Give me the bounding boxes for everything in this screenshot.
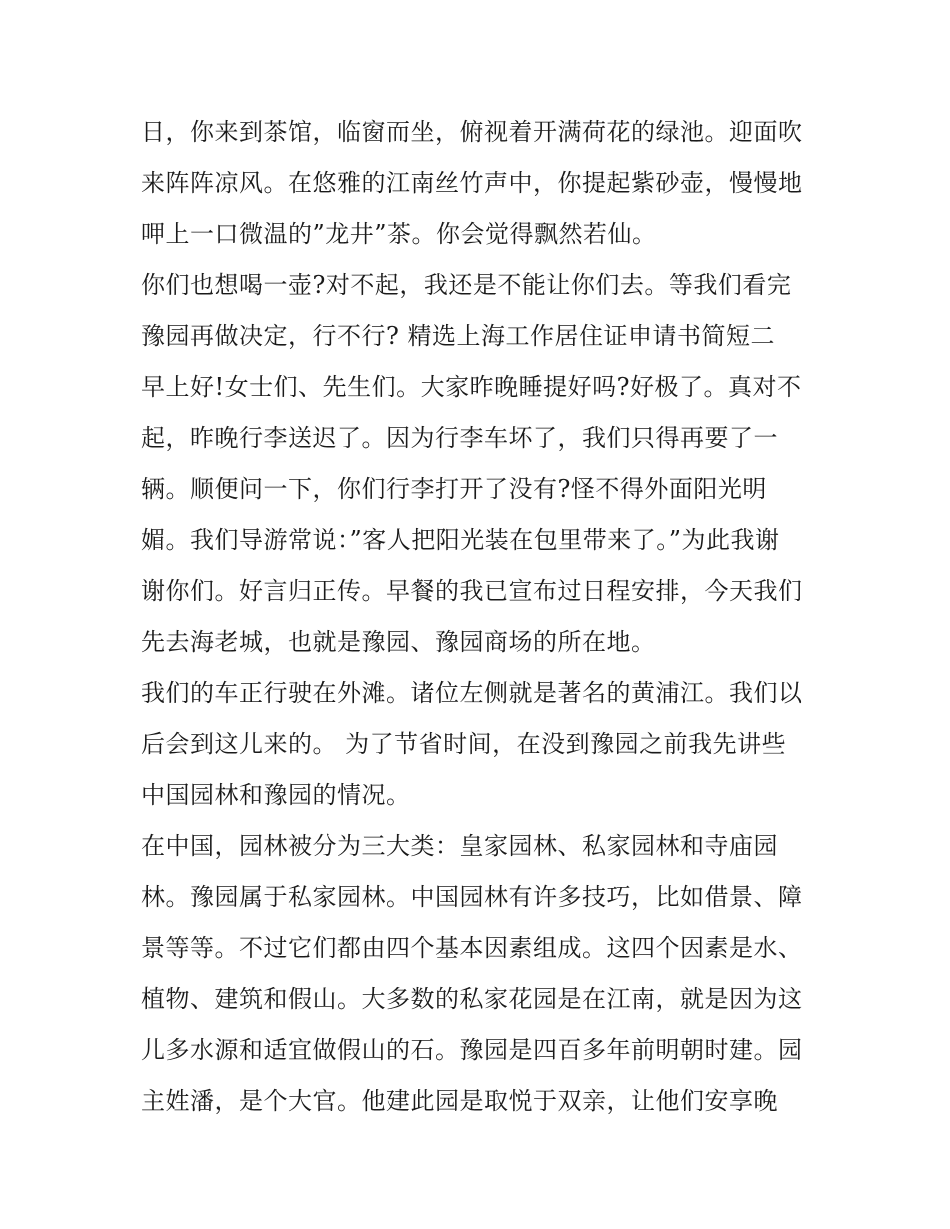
text-line: 我们的车正行驶在外滩。诸位左侧就是著名的黄浦江。我们以 — [141, 679, 803, 707]
text-line: 豫园再做决定，行不行? 精选上海工作居住证申请书简短二 — [141, 322, 775, 350]
text-line: 林。豫园属于私家园林。中国园林有许多技巧，比如借景、障 — [141, 883, 803, 911]
text-line: 谢你们。好言归正传。早餐的我已宣布过日程安排，今天我们 — [141, 577, 803, 605]
text-line: 你们也想喝一壶?对不起，我还是不能让你们去。等我们看完 — [141, 271, 792, 299]
text-line: 来阵阵凉风。在悠雅的江南丝竹声中，你提起紫砂壶，慢慢地 — [141, 169, 803, 197]
text-line: 日，你来到茶馆，临窗而坐，俯视着开满荷花的绿池。迎面吹 — [141, 118, 803, 146]
text-line: 辆。顺便问一下，你们行李打开了没有?怪不得外面阳光明 — [141, 475, 767, 503]
text-line: 早上好!女士们、先生们。大家昨晚睡提好吗?好极了。真对不 — [141, 373, 802, 401]
text-line: 儿多水源和适宜做假山的石。豫园是四百多年前明朝时建。园 — [141, 1036, 803, 1064]
text-line: 在中国，园林被分为三大类：皇家园林、私家园林和寺庙园 — [141, 832, 778, 860]
text-line: 植物、建筑和假山。大多数的私家花园是在江南，就是因为这 — [141, 985, 803, 1013]
text-line: 起，昨晚行李送迟了。因为行李车坏了，我们只得再要了一 — [141, 424, 778, 452]
text-line: 呷上一口微温的”龙井”茶。你会觉得飘然若仙。 — [141, 220, 657, 248]
text-line: 中国园林和豫园的情况。 — [141, 781, 411, 809]
body-text — [141, 107, 821, 1127]
text-line: 媚。我们导游常说：”客人把阳光装在包里带来了。”为此我谢 — [141, 526, 780, 554]
text-line: 主姓潘，是个大官。他建此园是取悦于双亲，让他们安享晚 — [141, 1087, 778, 1115]
text-line: 先去海老城，也就是豫园、豫园商场的所在地。 — [141, 628, 656, 656]
text-line: 景等等。不过它们都由四个基本因素组成。这四个因素是水、 — [141, 934, 803, 962]
text-line: 后会到这儿来的。 为了节省时间，在没到豫园之前我先讲些 — [141, 730, 787, 758]
